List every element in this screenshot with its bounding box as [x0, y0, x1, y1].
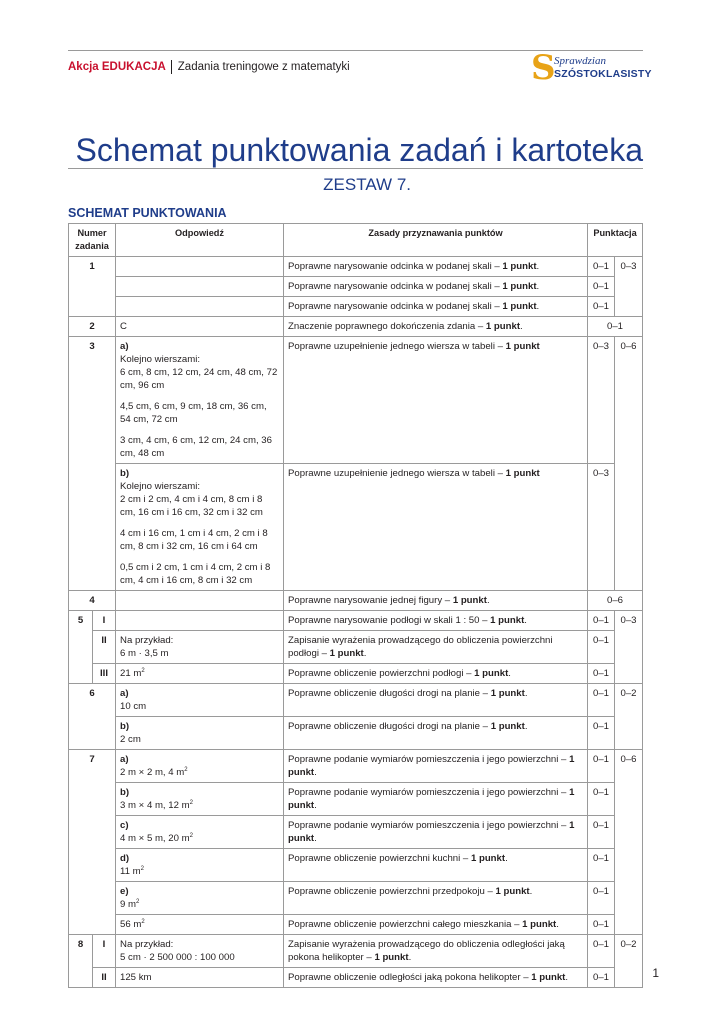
- subtask-number: I: [93, 611, 116, 631]
- subtask-number: I: [93, 935, 116, 968]
- total-points: 0–3: [615, 611, 643, 684]
- task-number: 2: [69, 317, 116, 337]
- scoring-table: [68, 223, 643, 988]
- zestaw-label: ZESTAW 7.: [323, 175, 411, 194]
- points-cell: 0–1: [588, 935, 615, 968]
- table-row: [69, 717, 643, 750]
- answer-cell: a) Kolejno wierszami: 6 cm, 8 cm, 12 cm, 24 cm, 48 cm, 72 cm, 96 cm 4,5 cm, 6 cm, 9 cm, 18 cm, 36 cm, 54 cm, 72 cm 3 cm, 4 cm, 6 cm, 12 cm, 24 cm, 36 cm, 48 cm: [116, 337, 284, 464]
- total-points: 0–6: [615, 750, 643, 935]
- page-header: [68, 60, 350, 74]
- table-row: [69, 257, 643, 277]
- rule-cell: Zapisanie wyrażenia prowadzącego do obliczenia powierzchni podłogi – 1 punkt.: [284, 631, 588, 664]
- table-header-row: [69, 224, 643, 257]
- points-cell: 0–1: [588, 684, 615, 717]
- rule-cell: Poprawne obliczenie powierzchni podłogi – 1 punkt.: [284, 664, 588, 684]
- table-row: [69, 337, 643, 464]
- total-points: 0–2: [615, 935, 643, 988]
- rule-cell: Poprawne obliczenie powierzchni przedpokoju – 1 punkt.: [284, 882, 588, 915]
- table-row: [69, 317, 643, 337]
- page-number: 1: [652, 966, 659, 980]
- points-cell: 0–1: [588, 277, 615, 297]
- answer-cell: d) 11 $m^2$: [116, 849, 284, 882]
- total-points: 0–6: [615, 337, 643, 591]
- points-cell: 0–1: [588, 816, 615, 849]
- points-cell: 0–1: [588, 783, 615, 816]
- answer-cell: b) 2 cm: [116, 717, 284, 750]
- logo-line2: SZÓSTOKLASISTY: [554, 68, 652, 80]
- rule-cell: Znaczenie poprawnego dokończenia zdania – 1 punkt.: [284, 317, 588, 337]
- table-row: [69, 464, 643, 591]
- total-points: 0–6: [588, 591, 643, 611]
- header-rules: Zasady przyznawania punktów: [284, 224, 588, 257]
- points-cell: 0–3: [588, 337, 615, 464]
- points-cell: 0–1: [588, 297, 615, 317]
- logo-line1: Sprawdzian: [554, 55, 606, 67]
- answer-cell: 125 km: [116, 968, 284, 988]
- rule-cell: Poprawne narysowanie jednej figury – 1 punkt.: [284, 591, 588, 611]
- points-cell: 0–1: [588, 968, 615, 988]
- answer-cell: b) Kolejno wierszami: 2 cm i 2 cm, 4 cm i 4 cm, 8 cm i 8 cm, 16 cm i 16 cm, 32 cm i 32 cm 4 cm i 16 cm, 1 cm i 4 cm, 2 cm i 8 cm, 8 cm i 32 cm, 16 cm i 64 cm 0,5 cm i 2 cm, 1 cm i 4 cm, 2 cm i 8 cm, 4 cm i 16 cm, 8 cm i 32 cm: [116, 464, 284, 591]
- task-number: 1: [69, 257, 116, 317]
- points-cell: 0–1: [588, 882, 615, 915]
- answer-cell: [116, 591, 284, 611]
- total-points: 0–1: [588, 317, 643, 337]
- table-row: [69, 935, 643, 968]
- task-number: 4: [69, 591, 116, 611]
- points-cell: 0–1: [588, 664, 615, 684]
- sprawdzian-logo: [531, 48, 652, 88]
- table-row: [69, 611, 643, 631]
- header-points: Punktacja: [588, 224, 643, 257]
- points-cell: 0–1: [588, 631, 615, 664]
- points-cell: 0–3: [588, 464, 615, 591]
- subtask-number: II: [93, 968, 116, 988]
- section-heading: SCHEMAT PUNKTOWANIA: [68, 206, 227, 220]
- answer-cell: b) 3 m × 4 m, 12 $m^2$: [116, 783, 284, 816]
- answer-cell: Na przykład: 6 m · 3,5 m: [116, 631, 284, 664]
- header-rule: [68, 50, 643, 51]
- answer-cell: e) 9 $m^2$: [116, 882, 284, 915]
- header-subtitle: Zadania treningowe z matematyki: [177, 61, 350, 74]
- rule-cell: Poprawne obliczenie odległości jaką pokona helikopter – 1 punkt.: [284, 968, 588, 988]
- rule-cell: Poprawne narysowanie odcinka w podanej skali – 1 punkt.: [284, 277, 588, 297]
- answer-cell: 21 $m^2$: [116, 664, 284, 684]
- title-rule: [68, 168, 643, 169]
- points-cell: 0–1: [588, 750, 615, 783]
- table-row: [69, 684, 643, 717]
- points-cell: 0–1: [588, 611, 615, 631]
- answer-cell: [116, 277, 284, 297]
- rule-cell: Poprawne obliczenie długości drogi na planie – 1 punkt.: [284, 684, 588, 717]
- answer-cell: 56 $m^2$: [116, 915, 284, 935]
- points-cell: 0–1: [588, 849, 615, 882]
- table-row: [69, 882, 643, 915]
- task-number: 3: [69, 337, 116, 591]
- table-row: [69, 816, 643, 849]
- subtask-number: II: [93, 631, 116, 664]
- answer-cell: a) 2 m × 2 m, 4 $m^2$: [116, 750, 284, 783]
- points-cell: 0–1: [588, 915, 615, 935]
- task-number: 6: [69, 684, 116, 750]
- brand-name: Akcja EDUKACJA: [68, 61, 166, 74]
- table-row: [69, 664, 643, 684]
- answer-cell: a) 10 cm: [116, 684, 284, 717]
- rule-cell: Poprawne obliczenie powierzchni kuchni – 1 punkt.: [284, 849, 588, 882]
- task-number: 8: [69, 935, 93, 988]
- total-points: 0–3: [615, 257, 643, 317]
- task-number: 7: [69, 750, 116, 935]
- rule-cell: Poprawne podanie wymiarów pomieszczenia i jego powierzchni – 1 punkt.: [284, 750, 588, 783]
- table-row: [69, 750, 643, 783]
- rule-cell: Poprawne narysowanie odcinka w podanej skali – 1 punkt.: [284, 297, 588, 317]
- rule-cell: Poprawne podanie wymiarów pomieszczenia i jego powierzchni – 1 punkt.: [284, 816, 588, 849]
- total-points: 0–2: [615, 684, 643, 750]
- table-row: [69, 631, 643, 664]
- answer-cell: c) 4 m × 5 m, 20 $m^2$: [116, 816, 284, 849]
- header-number: Numer zadania: [69, 224, 116, 257]
- rule-cell: Poprawne uzupełnienie jednego wiersza w tabeli – 1 punkt: [284, 337, 588, 464]
- table-row: [69, 591, 643, 611]
- page-title: Schemat punktowania zadań i kartoteka: [75, 132, 643, 168]
- header-divider: [171, 60, 172, 74]
- rule-cell: Poprawne narysowanie podłogi w skali 1 : 50 – 1 punkt.: [284, 611, 588, 631]
- task-number: 5: [69, 611, 93, 684]
- points-cell: 0–1: [588, 717, 615, 750]
- answer-cell: C: [116, 317, 284, 337]
- rule-cell: Poprawne podanie wymiarów pomieszczenia i jego powierzchni – 1 punkt.: [284, 783, 588, 816]
- table-row: [69, 277, 643, 297]
- rule-cell: Poprawne narysowanie odcinka w podanej skali – 1 punkt.: [284, 257, 588, 277]
- answer-cell: Na przykład: 5 cm · 2 500 000 : 100 000: [116, 935, 284, 968]
- rule-cell: Poprawne uzupełnienie jednego wiersza w tabeli – 1 punkt: [284, 464, 588, 591]
- rule-cell: Poprawne obliczenie długości drogi na planie – 1 punkt.: [284, 717, 588, 750]
- table-row: [69, 783, 643, 816]
- table-row: [69, 849, 643, 882]
- answer-cell: [116, 611, 284, 631]
- logo-mark: S: [531, 48, 556, 88]
- answer-cell: [116, 257, 284, 277]
- points-cell: 0–1: [588, 257, 615, 277]
- subtask-number: III: [93, 664, 116, 684]
- header-answer: Odpowiedź: [116, 224, 284, 257]
- answer-cell: [116, 297, 284, 317]
- table-row: [69, 968, 643, 988]
- table-row: [69, 297, 643, 317]
- rule-cell: Zapisanie wyrażenia prowadzącego do obliczenia odległości jaką pokona helikopter – 1 punkt.: [284, 935, 588, 968]
- rule-cell: Poprawne obliczenie powierzchni całego mieszkania – 1 punkt.: [284, 915, 588, 935]
- table-row: [69, 915, 643, 935]
